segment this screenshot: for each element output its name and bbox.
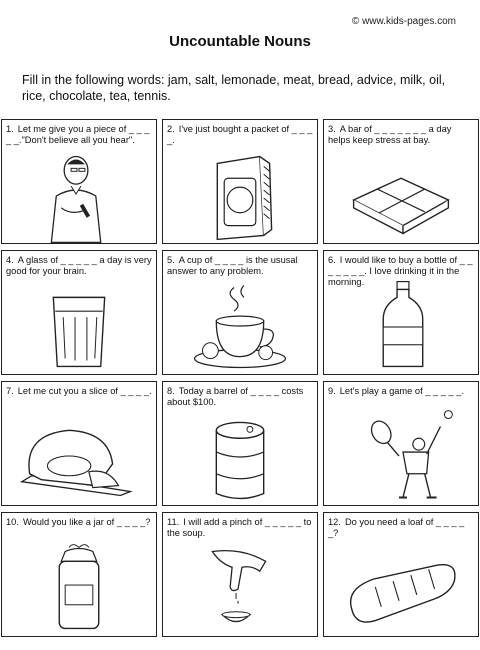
tennis-player-icon <box>324 410 478 505</box>
bread-icon <box>324 541 478 636</box>
salt-pinch-icon <box>163 541 317 636</box>
item-text: A bar of _ _ _ _ _ _ _ a day helps keep stress at bay. <box>328 124 452 145</box>
item-text: Let me cut you a slice of _ _ _ _. <box>17 386 152 396</box>
item-number: 10. <box>6 517 19 527</box>
item-number: 3. <box>328 124 336 134</box>
priest-icon <box>2 148 156 243</box>
exercise-question <box>328 124 474 146</box>
page-title: Uncountable Nouns <box>169 33 311 50</box>
item-text: I will add a pinch of _ _ _ _ _ to the soup. <box>167 517 312 538</box>
exercise-item-12 <box>323 512 479 637</box>
exercise-item-2 <box>162 119 318 244</box>
chocolate-bar-icon <box>324 148 478 243</box>
item-number: 1. <box>6 124 14 134</box>
exercise-item-7 <box>1 381 157 506</box>
exercise-item-9 <box>323 381 479 506</box>
item-text: Do you need a loaf of _ _ _ _ _? <box>328 517 465 538</box>
item-number: 2. <box>167 124 175 134</box>
exercise-item-11 <box>162 512 318 637</box>
item-text: Let me give you a piece of _ _ _ _ _."Don't believe all you hear". <box>6 124 150 145</box>
item-number: 7. <box>6 386 14 396</box>
exercise-item-1 <box>1 119 157 244</box>
bottle-icon <box>324 279 478 374</box>
exercise-question <box>167 517 313 539</box>
item-number: 12. <box>328 517 341 527</box>
item-text: I would like to buy a bottle of _ _ _ _ _ _ _. I love drinking it in the morning. <box>328 255 473 287</box>
item-number: 9. <box>328 386 336 396</box>
exercise-question <box>6 124 152 146</box>
exercise-question <box>328 517 474 539</box>
exercise-grid <box>0 116 480 640</box>
item-number: 11. <box>167 517 180 527</box>
exercise-item-5 <box>162 250 318 375</box>
exercise-item-6 <box>323 250 479 375</box>
teacup-icon <box>163 279 317 374</box>
item-text: Would you like a jar of _ _ _ _? <box>22 517 151 527</box>
exercise-question <box>167 255 313 277</box>
exercise-question <box>328 386 474 397</box>
item-text: Today a barrel of _ _ _ _ costs about $100. <box>167 386 304 407</box>
item-text: A glass of _ _ _ _ _ a day is very good for your brain. <box>6 255 152 276</box>
exercise-question <box>6 517 152 528</box>
packet-icon <box>163 148 317 243</box>
item-number: 5. <box>167 255 175 265</box>
exercise-question <box>6 255 152 277</box>
item-text: I've just bought a packet of _ _ _ _. <box>167 124 313 145</box>
exercise-item-8 <box>162 381 318 506</box>
ham-icon <box>2 410 156 505</box>
glass-icon <box>2 279 156 374</box>
barrel-icon <box>163 410 317 505</box>
item-number: 8. <box>167 386 175 396</box>
exercise-question <box>167 124 313 146</box>
item-text: A cup of _ _ _ _ is the ususal answer to any problem. <box>167 255 298 276</box>
copyright-credit: © www.kids-pages.com <box>351 16 456 27</box>
exercise-item-3 <box>323 119 479 244</box>
exercise-item-10 <box>1 512 157 637</box>
instructions-text: Fill in the following words: jam, salt, lemonade, meat, bread, advice, milk, oil, rice, chocolate, tea, tennis. <box>22 73 446 103</box>
exercise-item-4 <box>1 250 157 375</box>
item-number: 4. <box>6 255 14 265</box>
item-text: Let's play a game of _ _ _ _ _. <box>339 386 465 396</box>
exercise-question <box>6 386 152 397</box>
item-number: 6. <box>328 255 336 265</box>
exercise-question <box>167 386 313 408</box>
jar-icon <box>2 541 156 636</box>
